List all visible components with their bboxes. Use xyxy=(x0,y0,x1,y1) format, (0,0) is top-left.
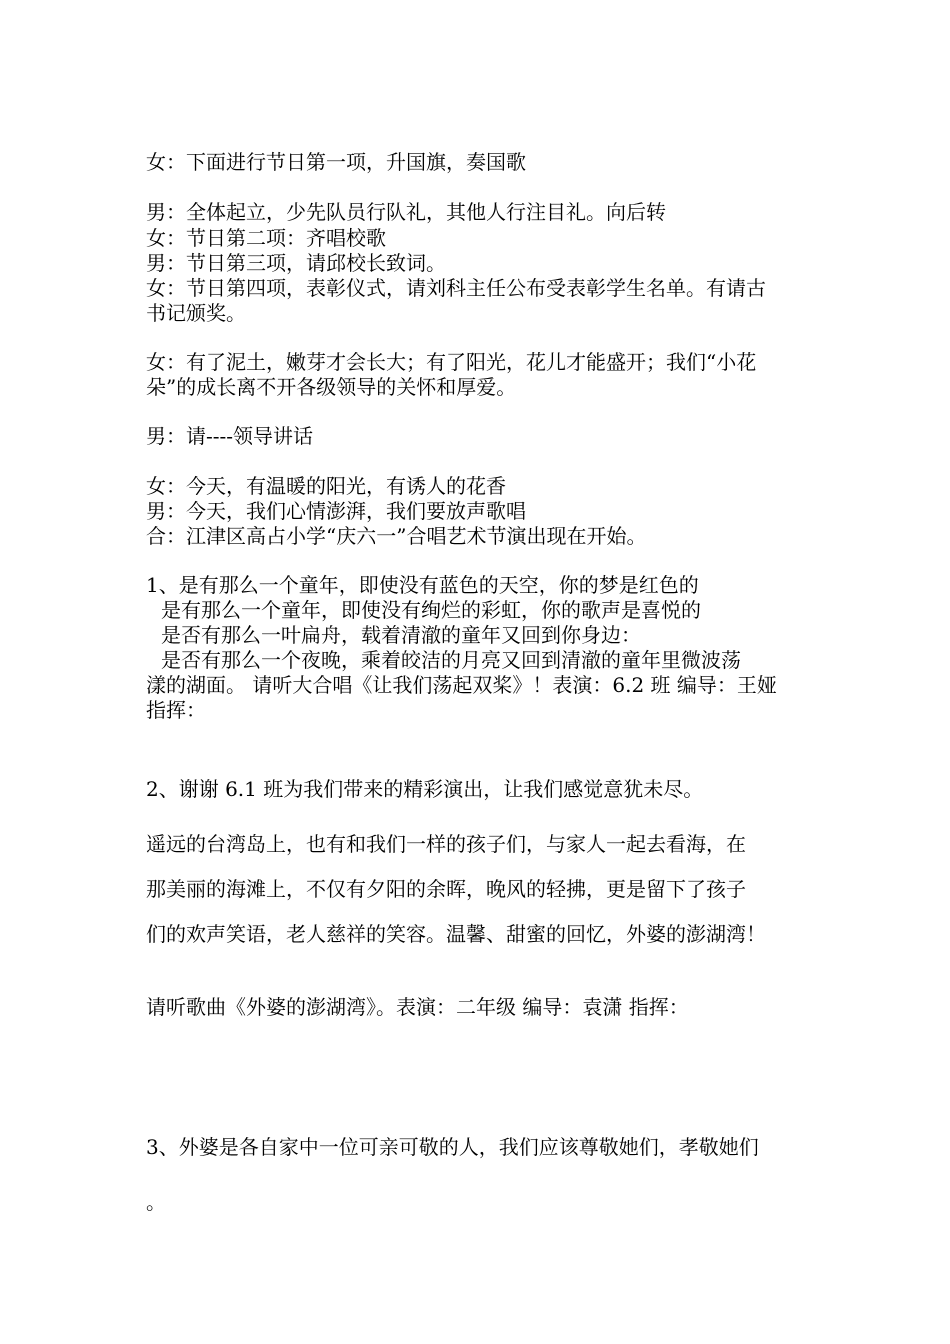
text-line: 们的欢声笑语，老人慈祥的笑容。温馨、甜蜜的回忆，外婆的澎湖湾！ xyxy=(146,922,766,946)
text-line: 合：江津区高占小学“庆六一”合唱艺术节演出现在开始。 xyxy=(146,524,647,548)
text-line: 漾的湖面。 请听大合唱《让我们荡起双桨》！表演：6.2 班 编导：王娅 xyxy=(146,673,777,697)
text-line: 3、外婆是各自家中一位可亲可敬的人，我们应该尊敬她们，孝敬她们 xyxy=(146,1135,759,1159)
text-line: 男：请----领导讲话 xyxy=(146,424,314,448)
text-line: 女：今天，有温暖的阳光，有诱人的花香 xyxy=(146,474,506,498)
text-line: 是否有那么一个夜晚，乘着皎洁的月亮又回到清澈的童年里微波荡 xyxy=(161,648,741,672)
text-line: 那美丽的海滩上，不仅有夕阳的余晖，晚风的轻拂，更是留下了孩子 xyxy=(146,877,746,901)
text-line: 1、是有那么一个童年，即使没有蓝色的天空，你的梦是红色的 xyxy=(146,573,699,597)
text-line: 男：节日第三项，请邱校长致词。 xyxy=(146,251,446,275)
text-line: 请听歌曲《外婆的澎湖湾》。表演：二年级 编导：袁潇 指挥： xyxy=(146,995,689,1019)
text-line: 2、谢谢 6.1 班为我们带来的精彩演出，让我们感觉意犹未尽。 xyxy=(146,777,704,801)
text-line: 遥远的台湾岛上，也有和我们一样的孩子们，与家人一起去看海，在 xyxy=(146,832,746,856)
text-line: 。 xyxy=(146,1190,166,1214)
text-line: 是有那么一个童年，即使没有绚烂的彩虹，你的歌声是喜悦的 xyxy=(161,598,701,622)
text-line: 女：下面进行节日第一项，升国旗，奏国歌 xyxy=(146,150,526,174)
text-line: 女：节日第二项：齐唱校歌 xyxy=(146,226,386,250)
text-line: 书记颁奖。 xyxy=(146,301,246,325)
text-line: 指挥： xyxy=(146,698,206,722)
text-line: 女：节日第四项，表彰仪式，请刘科主任公布受表彰学生名单。有请古 xyxy=(146,276,766,300)
text-line: 是否有那么一叶扁舟，载着清澈的童年又回到你身边： xyxy=(161,623,641,647)
text-line: 男：今天，我们心情澎湃，我们要放声歌唱 xyxy=(146,499,526,523)
text-line: 男：全体起立，少先队员行队礼，其他人行注目礼。向后转 xyxy=(146,200,666,224)
text-line: 朵”的成长离不开各级领导的关怀和厚爱。 xyxy=(146,375,517,399)
text-line: 女：有了泥土，嫩芽才会长大；有了阳光，花儿才能盛开；我们“小花 xyxy=(146,350,757,374)
